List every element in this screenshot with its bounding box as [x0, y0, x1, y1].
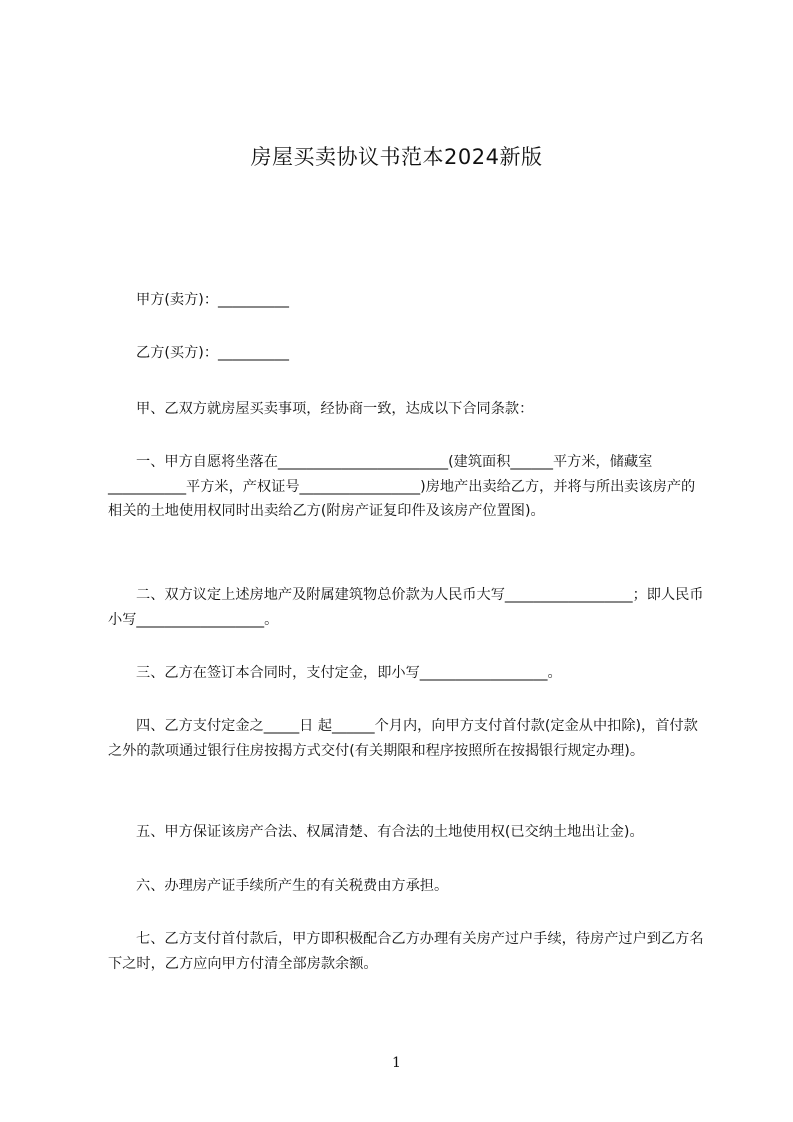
buyer-line: 乙方(买方)：__________: [136, 345, 289, 361]
intro-paragraph: 甲、乙双方就房屋买卖事项，经协商一致，达成以下合同条款：: [136, 401, 534, 417]
clause-2: 二、双方议定上述房地产及附属建筑物总价款为人民币大写__________________；即人民币小写__________________。: [108, 587, 704, 628]
clause-6: 六、办理房产证手续所产生的有关税费由方承担。: [136, 878, 449, 894]
clause-1: 一、甲方自愿将坐落在________________________(建筑面积______平方米，储藏室___________平方米，产权证号_________________)房地产出卖给乙方，并将与所出卖该房产的相关的土地使用权同时出卖给乙方(附房产证复印件及该房产位置图)。: [108, 454, 696, 519]
document-title: 房屋买卖协议书范本2024新版: [250, 145, 543, 169]
clause-7: 七、乙方支付首付款后，甲方即积极配合乙方办理有关房产过户手续，待房产过户到乙方名下之时，乙方应向甲方付清全部房款余额。: [108, 931, 704, 972]
page-number: 1: [392, 1055, 401, 1071]
clause-4: 四、乙方支付定金之_____日 起______个月内，向甲方支付首付款(定金从中扣除)，首付款之外的款项通过银行住房按揭方式交付(有关期限和程序按照所在按揭银行规定办理)。: [108, 718, 698, 759]
clause-3: 三、乙方在签订本合同时，支付定金，即小写__________________。: [136, 665, 562, 681]
seller-line: 甲方(卖方)：__________: [136, 292, 289, 308]
clause-5: 五、甲方保证该房产合法、权属清楚、有合法的土地使用权(已交纳土地出让金)。: [136, 824, 644, 840]
